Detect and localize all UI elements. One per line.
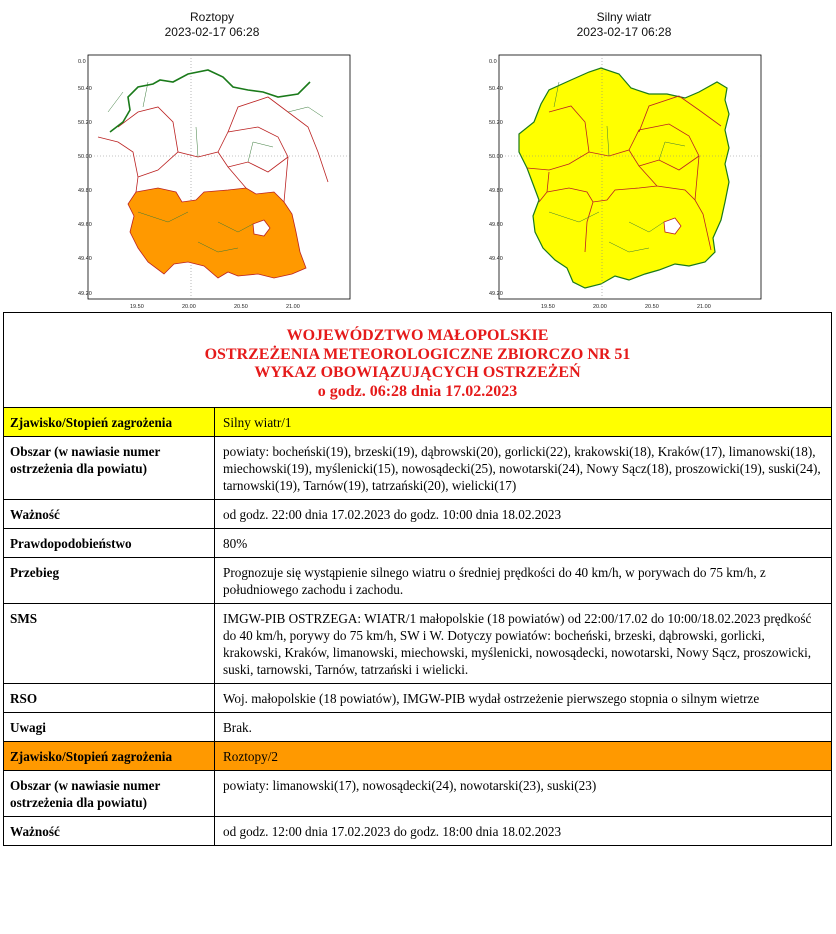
- map-silny-wiatr-xtick: 20.50: [645, 304, 659, 310]
- row-label: Obszar (w nawiasie numer ostrzeżenia dla powiatu): [4, 437, 215, 499]
- warning-1-notes-row: [4, 713, 831, 742]
- row-label: Przebieg: [4, 558, 215, 603]
- row-value: powiaty: bocheński(19), brzeski(19), dąbrowski(20), gorlicki(22), krakowski(18), Kraków(17), limanowski(18), miechowski(19), myślenicki(15), nowosądecki(25), nowotarski(24), Nowy Sącz(18), proszowicki(19), suski(24), tarnowski(19), Tarnów(19), tatrzański(20), wielicki(17): [223, 444, 821, 493]
- header-subtitle: WYKAZ OBOWIĄZUJĄCYCH OSTRZEŻEŃ: [254, 364, 581, 381]
- warning-1-area-row: [4, 437, 831, 500]
- map-silny-wiatr: [489, 52, 769, 314]
- map-roztopy-datetime: 2023-02-17 06:28: [164, 25, 260, 39]
- map-silny-wiatr-svg: [489, 52, 769, 314]
- map-roztopy-title: Roztopy: [189, 10, 235, 24]
- header-region: WOJEWÓDZTWO MAŁOPOLSKIE: [286, 327, 549, 344]
- row-label: Prawdopodobieństwo: [4, 529, 215, 557]
- map-silny-wiatr-ytick: 49.60: [489, 222, 503, 228]
- map-silny-wiatr-xtick: 20.00: [593, 304, 607, 310]
- header-title: OSTRZEŻENIA METEOROLOGICZNE ZBIORCZO NR 51: [204, 345, 631, 363]
- map-silny-wiatr-xtick: 19.50: [541, 304, 555, 310]
- row-label: Zjawisko/Stopień zagrożenia: [4, 742, 215, 770]
- map-roztopy-ytick: 50.20: [78, 120, 92, 126]
- map-silny-wiatr-title: Silny wiatr: [596, 10, 652, 24]
- map-roztopy-ytick: 49.40: [78, 256, 92, 262]
- row-value: Roztopy/2: [223, 749, 278, 764]
- row-value: powiaty: limanowski(17), nowosądecki(24), nowotarski(23), suski(23): [223, 778, 597, 793]
- warning-1-sms-row: [4, 604, 831, 684]
- row-value: od godz. 22:00 dnia 17.02.2023 do godz. 10:00 dnia 18.02.2023: [223, 507, 562, 522]
- map-roztopy-ytick: 49.80: [78, 188, 92, 194]
- row-label: Ważność: [4, 817, 215, 845]
- row-label: Zjawisko/Stopień zagrożenia: [4, 408, 215, 436]
- row-value: Silny wiatr/1: [223, 415, 292, 430]
- warning-2-validity-row: [4, 817, 831, 846]
- row-label: SMS: [4, 604, 215, 683]
- map-roztopy: [78, 52, 358, 314]
- warning-1-validity-row: [4, 500, 831, 529]
- map-roztopy-xtick: 19.50: [130, 304, 144, 310]
- map-roztopy-ytick: 49.20: [78, 291, 92, 297]
- silny-wiatr-warning-area: [519, 68, 729, 288]
- map-silny-wiatr-ytick: 49.40: [489, 256, 503, 262]
- warning-2-phenomenon-row: [4, 742, 831, 771]
- header-datetime: o godz. 06:28 dnia 17.02.2023: [317, 382, 518, 400]
- map-roztopy-ytick: 50.40: [78, 86, 92, 92]
- row-label: Obszar (w nawiasie numer ostrzeżenia dla powiatu): [4, 771, 215, 816]
- warning-1-phenomenon-row: [4, 408, 831, 437]
- map-roztopy-ytick: 50.00: [78, 154, 92, 160]
- map-roztopy-svg: [78, 52, 358, 314]
- row-label: Uwagi: [4, 713, 215, 741]
- row-value: od godz. 12:00 dnia 17.02.2023 do godz. 18:00 dnia 18.02.2023: [223, 824, 562, 839]
- bulletin-header: [4, 313, 831, 408]
- roztopy-warning-area: [128, 188, 306, 278]
- map-roztopy-corner: 0.0: [78, 59, 86, 65]
- row-value: Brak.: [223, 720, 252, 735]
- map-silny-wiatr-ytick: 50.20: [489, 120, 503, 126]
- warning-bulletin: [3, 312, 832, 846]
- map-roztopy-xtick: 21.00: [286, 304, 300, 310]
- map-roztopy-xtick: 20.00: [182, 304, 196, 310]
- map-silny-wiatr-ytick: 50.40: [489, 86, 503, 92]
- row-label: Ważność: [4, 500, 215, 528]
- row-value: Woj. małopolskie (18 powiatów), IMGW-PIB wydał ostrzeżenie pierwszego stopnia o silnym wietrze: [223, 691, 760, 706]
- warning-1-probability-row: [4, 529, 831, 558]
- map-silny-wiatr-ytick: 50.00: [489, 154, 503, 160]
- row-value: Prognozuje się wystąpienie silnego wiatru o średniej prędkości do 40 km/h, w porywach do 75 km/h, z południowego zachodu i zachodu.: [223, 565, 766, 597]
- map-silny-wiatr-datetime: 2023-02-17 06:28: [576, 25, 672, 39]
- warning-2-area-row: [4, 771, 831, 817]
- map-roztopy-xtick: 20.50: [234, 304, 248, 310]
- row-value: IMGW-PIB OSTRZEGA: WIATR/1 małopolskie (18 powiatów) od 22:00/17.02 do 10:00/18.02.2023 prędkość do 40 km/h, porywy do 75 km/h, SW i W. Dotyczy powiatów: bocheński, brzeski, dąbrowski, gorlicki, krakowski, Kraków, limanowski, miechowski, myślenicki, nowosądecki, nowotarski, Nowy Sącz, proszowicki, suski, tarnowski, Tarnów, tatrzański i wielicki.: [223, 611, 812, 677]
- map-silny-wiatr-xtick: 21.00: [697, 304, 711, 310]
- row-label: RSO: [4, 684, 215, 712]
- map-roztopy-ytick: 49.60: [78, 222, 92, 228]
- warning-1-course-row: [4, 558, 831, 604]
- map-silny-wiatr-ytick: 49.20: [489, 291, 503, 297]
- map-silny-wiatr-corner: 0.0: [489, 59, 497, 65]
- map-silny-wiatr-ytick: 49.80: [489, 188, 503, 194]
- row-value: 80%: [223, 536, 248, 551]
- warning-1-rso-row: [4, 684, 831, 713]
